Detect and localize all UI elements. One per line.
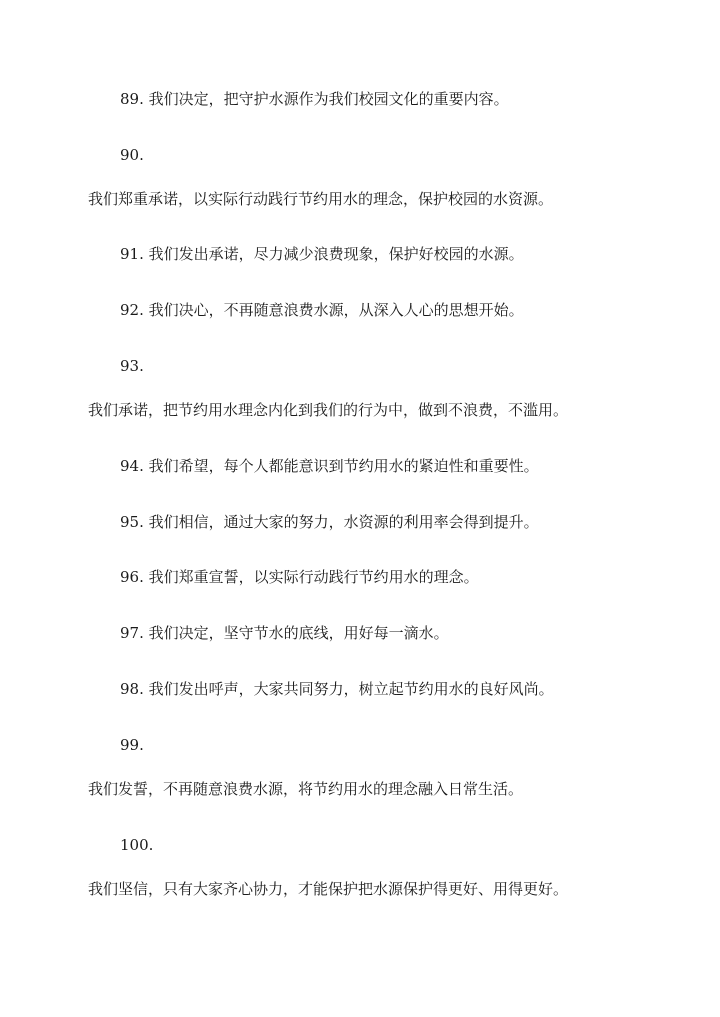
item-96: 96. 我们郑重宣誓，以实际行动践行节约用水的理念。 bbox=[120, 568, 479, 586]
item-99-number: 99. bbox=[120, 736, 144, 754]
item-98: 98. 我们发出呼声，大家共同努力，树立起节约用水的良好风尚。 bbox=[120, 680, 554, 698]
item-100-number: 100. bbox=[120, 836, 154, 854]
item-93-number: 93. bbox=[120, 357, 144, 375]
item-93-text: 我们承诺，把节约用水理念内化到我们的行为中，做到不浪费，不滥用。 bbox=[88, 401, 569, 419]
item-92: 92. 我们决心，不再随意浪费水源，从深入人心的思想开始。 bbox=[120, 301, 524, 319]
item-95: 95. 我们相信，通过大家的努力，水资源的利用率会得到提升。 bbox=[120, 513, 539, 531]
item-91: 91. 我们发出承诺，尽力减少浪费现象，保护好校园的水源。 bbox=[120, 245, 524, 263]
item-99-text: 我们发誓，不再随意浪费水源，将节约用水的理念融入日常生活。 bbox=[88, 780, 524, 798]
item-94: 94. 我们希望，每个人都能意识到节约用水的紧迫性和重要性。 bbox=[120, 457, 539, 475]
item-100-text: 我们坚信，只有大家齐心协力，才能保护把水源保护得更好、用得更好。 bbox=[88, 880, 569, 898]
item-90-text: 我们郑重承诺，以实际行动践行节约用水的理念，保护校园的水资源。 bbox=[88, 190, 554, 208]
item-89: 89. 我们决定，把守护水源作为我们校园文化的重要内容。 bbox=[120, 90, 509, 108]
item-90-number: 90. bbox=[120, 146, 144, 164]
item-97: 97. 我们决定，坚守节水的底线，用好每一滴水。 bbox=[120, 624, 449, 642]
